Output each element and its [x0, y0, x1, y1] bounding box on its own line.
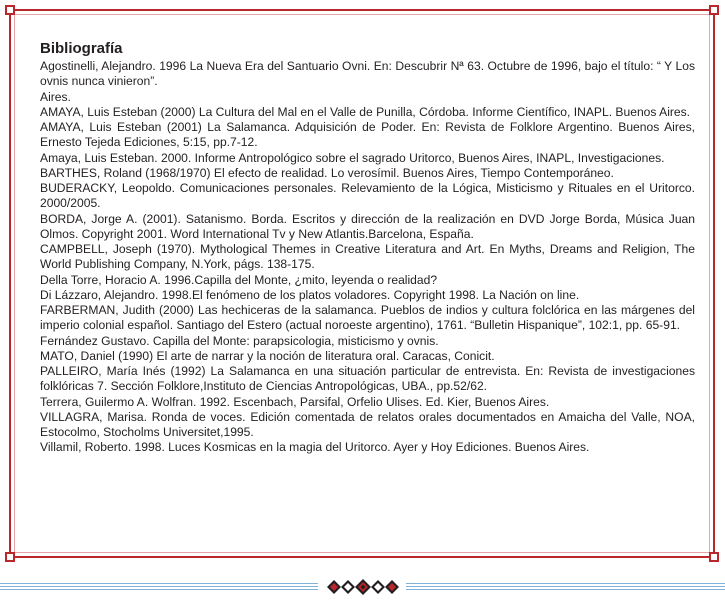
bibliography-entry: CAMPBELL, Joseph (1970). Mythological Themes in Creative Literatura and Art. En Myths, Dreams and Religion, The World Publishing Company, N.York, págs. 138-175.	[40, 242, 695, 272]
bibliography-entry: Villamil, Roberto. 1998. Luces Kosmicas en la magia del Uritorco. Ayer y Hoy Ediciones. Buenos Aires.	[40, 440, 590, 455]
bibliography-entry: Terrera, Guilermo A. Wolfran. 1992. Escenbach, Parsifal, Orfelio Ulises. Ed. Kier, Buenos Aires.	[40, 394, 550, 409]
bibliography-entry: BARTHES, Roland (1968/1970) El efecto de realidad. Lo verosímil. Buenos Aires, Tiempo Contemporáneo.	[40, 165, 614, 180]
page-footer	[0, 577, 725, 597]
bibliography-entry: MATO, Daniel (1990) El arte de narrar y la noción de literatura oral. Caracas, Conicit.	[40, 348, 495, 363]
page-title: Bibliografía	[40, 40, 123, 57]
bibliography-entry: Agostinelli, Alejandro. 1996 La Nueva Era del Santuario Ovni. En: Descubrir Nª 63. Octubre de 1996, bajo el título: “ Y Los ovnis nunca vinieron”.	[40, 59, 695, 89]
bibliography-entry: Aires.	[40, 89, 71, 104]
footer-stripes-right	[406, 583, 725, 591]
bibliography-entry: Di Lázzaro, Alejandro. 1998.El fenómeno de los platos voladores. Copyright 1998. La Nación on line.	[40, 287, 580, 302]
footer-stripes-left	[0, 583, 318, 591]
frame-corner-bottom-left	[5, 552, 15, 562]
bibliography-entry: AMAYA, Luis Esteban (2001) La Salamanca. Adquisición de Poder. En: Revista de Folklore Argentino. Buenos Aires, Ernesto Tejeda Ediciones, 5:15, pp.7-12.	[40, 120, 695, 150]
frame-corner-top-right	[709, 5, 719, 15]
diamond-pattern-icon	[326, 577, 400, 597]
bibliography-content	[40, 40, 695, 456]
bibliography-entry: Amaya, Luis Esteban. 2000. Informe Antropológico sobre el sagrado Uritorco, Buenos Aires, INAPL, Investigaciones.	[40, 150, 665, 165]
bibliography-entry: VILLAGRA, Marisa. Ronda de voces. Edición comentada de relatos orales documentados en Amaicha del Valle, NOA, Estocolmo, Stocholms Universitet,1995.	[40, 409, 695, 439]
bibliography-entry: BUDERACKY, Leopoldo. Comunicaciones personales. Relevamiento de la Lógica, Misticismo y Rituales en el Uritorco. 2000/2005.	[40, 181, 695, 211]
bibliography-entry: Fernández Gustavo. Capilla del Monte: parapsicologia, misticismo y ovnis.	[40, 333, 439, 348]
frame-corner-bottom-right	[709, 552, 719, 562]
bibliography-entry: BORDA, Jorge A. (2001). Satanismo. Borda. Escritos y dirección de la realización en DVD Jorge Borda, Música Juan Olmos. Copyright 2001. Word International Tv y New Atlantis.Barcelona, España.	[40, 211, 695, 241]
bibliography-entry: AMAYA, Luis Esteban (2000) La Cultura del Mal en el Valle de Punilla, Córdoba. Informe Científico, INAPL. Buenos Aires.	[40, 104, 691, 119]
bibliography-entry: PALLEIRO, María Inés (1992) La Salamanca en una situación particular de entrevista. En: Revista de investigaciones folklóricas 7. Sección Folklore,Instituto de Ciencias Antropológicas, UBA., pp.52/62.	[40, 364, 695, 394]
bibliography-entry: FARBERMAN, Judith (2000) Las hechiceras de la salamanca. Pueblos de indios y cultura folclórica en las márgenes del imperio colonial español. Santiago del Estero (actual noroeste argentino), 1761. “Bulletin Hispanique”, 102:1, pp. 65-91.	[40, 303, 695, 333]
bibliography-entry: Della Torre, Horacio A. 1996.Capilla del Monte, ¿mito, leyenda o realidad?	[40, 272, 438, 287]
frame-corner-top-left	[5, 5, 15, 15]
